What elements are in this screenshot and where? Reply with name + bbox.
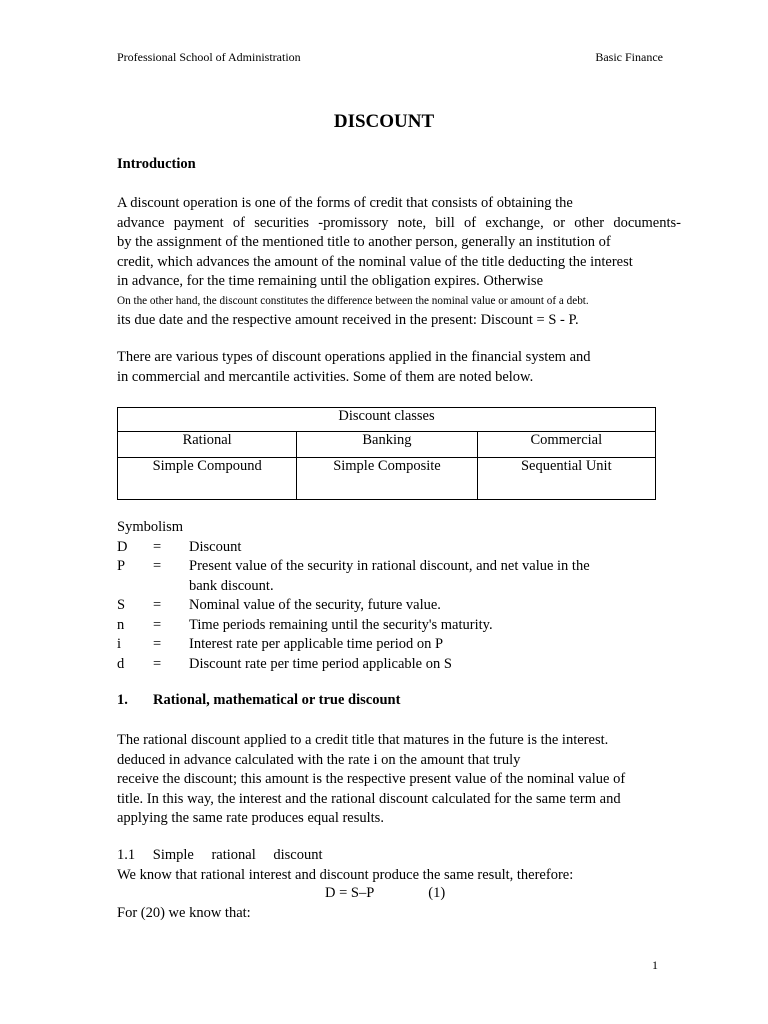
header-course-name: Basic Finance bbox=[595, 50, 663, 64]
page-number: 1 bbox=[652, 958, 658, 972]
equation-number: (1) bbox=[428, 885, 446, 901]
paragraph-line: applying the same rate produces equal results. bbox=[117, 810, 384, 826]
paragraph-line: title. In this way, the interest and the rational discount calculated for the same term and bbox=[117, 790, 621, 807]
symbol-row bbox=[117, 557, 637, 577]
symbol-key: i bbox=[117, 636, 122, 652]
table-header-cell: Commercial bbox=[477, 432, 655, 458]
symbol-key: d bbox=[117, 655, 125, 672]
table-cell: Sequential Unit bbox=[477, 458, 655, 500]
symbol-row bbox=[117, 616, 637, 636]
symbol-row bbox=[117, 655, 637, 675]
section-1-paragraph bbox=[117, 731, 681, 829]
subsection-1-1-text: We know that rational interest and discount produce the same result, therefore: bbox=[117, 867, 574, 883]
symbol-equals: = bbox=[153, 558, 162, 574]
introduction-heading: Introduction bbox=[117, 156, 196, 172]
paragraph-line: On the other hand, the discount constitutes the difference between the nominal value or amount of a debt. bbox=[117, 294, 589, 307]
table-title-cell: Discount classes bbox=[118, 408, 656, 432]
symbol-definition: Interest rate per applicable time period on P bbox=[189, 636, 444, 652]
symbol-definition: Discount rate per time period applicable on S bbox=[189, 655, 452, 672]
symbol-definition: Time periods remaining until the security's maturity. bbox=[189, 616, 493, 633]
symbol-equals: = bbox=[153, 636, 162, 652]
table-header-cell: Rational bbox=[118, 432, 297, 458]
symbol-definition: bank discount. bbox=[189, 577, 274, 594]
paragraph-line: There are various types of discount operations applied in the financial system and bbox=[117, 349, 591, 365]
header-school-name: Professional School of Administration bbox=[117, 50, 301, 64]
page-title: DISCOUNT bbox=[333, 111, 435, 132]
table-cell: Simple Compound bbox=[118, 458, 297, 500]
subsection-1-1-followup: For (20) we know that: bbox=[117, 905, 251, 921]
formula-expression: D = S–P bbox=[325, 885, 375, 901]
symbol-row bbox=[117, 577, 637, 597]
symbol-equals: = bbox=[153, 597, 162, 613]
subsection-1-1-heading: 1.1 Simple rational discount bbox=[117, 847, 323, 863]
symbol-key: D bbox=[117, 538, 128, 555]
paragraph-line: credit, which advances the amount of the nominal value of the title deducting the interest bbox=[117, 253, 633, 270]
symbolism-list bbox=[117, 518, 637, 674]
symbol-row bbox=[117, 538, 637, 558]
formula-1 bbox=[325, 885, 445, 902]
symbol-equals: = bbox=[153, 616, 162, 633]
discount-classes-table bbox=[117, 407, 656, 500]
paragraph-line: A discount operation is one of the forms of credit that consists of obtaining the bbox=[117, 195, 573, 211]
table-header-cell: Banking bbox=[297, 432, 477, 458]
symbol-row bbox=[117, 596, 637, 616]
introduction-paragraph bbox=[117, 194, 681, 331]
symbol-definition: Nominal value of the security, future value. bbox=[189, 597, 441, 613]
symbol-key: P bbox=[117, 558, 126, 574]
table-cell: Simple Composite bbox=[297, 458, 477, 500]
section-title: Rational, mathematical or true discount bbox=[153, 692, 401, 708]
paragraph-line: in commercial and mercantile activities. Some of them are noted below. bbox=[117, 368, 534, 385]
paragraph-line: its due date and the respective amount received in the present: Discount = S - P. bbox=[117, 312, 579, 328]
paragraph-line: The rational discount applied to a credit title that matures in the future is the interest. bbox=[117, 732, 609, 748]
symbol-row bbox=[117, 635, 637, 655]
section-number: 1. bbox=[117, 692, 128, 708]
section-1-heading bbox=[117, 692, 400, 709]
symbol-key: S bbox=[117, 597, 126, 613]
symbol-definition: Present value of the security in rational discount, and net value in the bbox=[189, 558, 590, 574]
symbolism-heading: Symbolism bbox=[117, 519, 184, 535]
paragraph-line: by the assignment of the mentioned title to another person, generally an institution of bbox=[117, 234, 611, 250]
discount-types-paragraph bbox=[117, 348, 681, 387]
symbol-definition: Discount bbox=[189, 538, 242, 555]
paragraph-line: in advance, for the time remaining until the obligation expires. Otherwise bbox=[117, 273, 544, 289]
paragraph-line: advance payment of securities -promissory note, bill of exchange, or other documents- bbox=[117, 214, 681, 231]
symbol-key: n bbox=[117, 616, 125, 633]
paragraph-line: deduced in advance calculated with the rate i on the amount that truly bbox=[117, 751, 521, 768]
symbol-equals: = bbox=[153, 655, 162, 672]
symbol-equals: = bbox=[153, 538, 162, 555]
paragraph-line: receive the discount; this amount is the respective present value of the nominal value of bbox=[117, 771, 626, 787]
